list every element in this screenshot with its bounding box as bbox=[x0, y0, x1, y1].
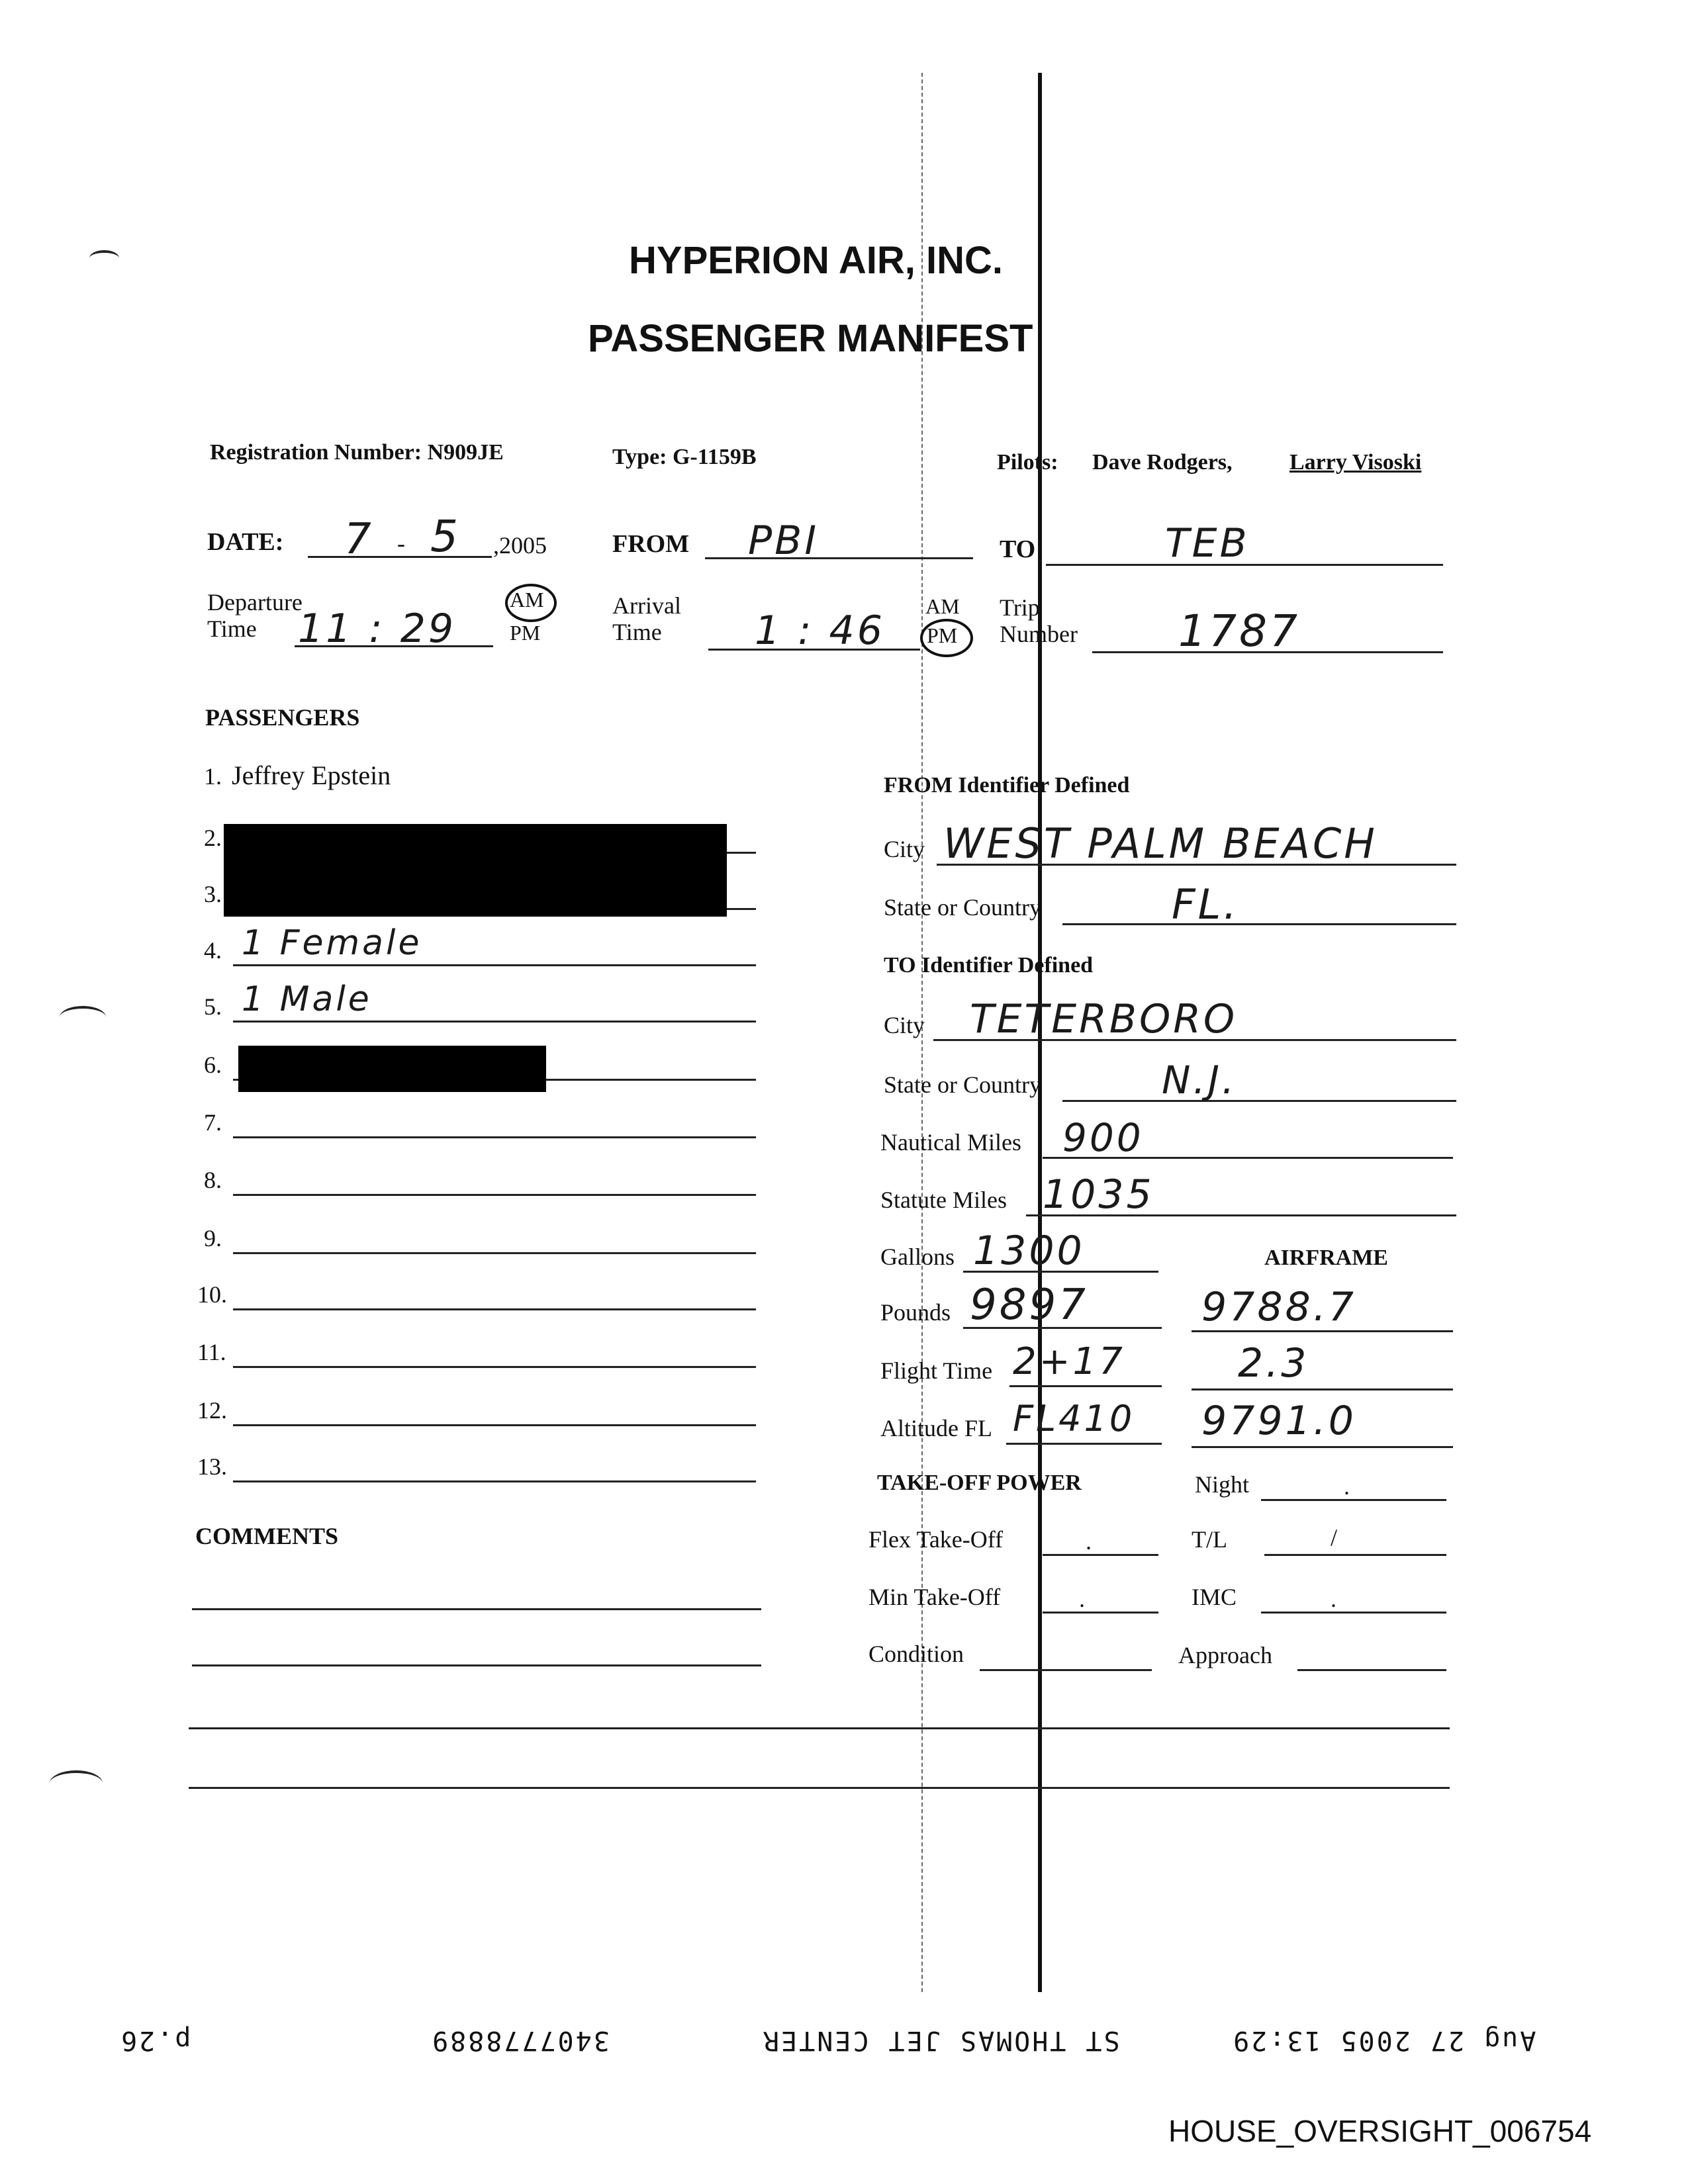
to-state-value: N.J. bbox=[1162, 1058, 1237, 1103]
from-city-label: City bbox=[884, 836, 925, 862]
passengers-heading: PASSENGERS bbox=[205, 704, 360, 731]
date-label: DATE: bbox=[207, 528, 284, 556]
date-day: 5 bbox=[430, 511, 461, 562]
tl-value: / bbox=[1331, 1524, 1338, 1551]
tl-line bbox=[1264, 1554, 1446, 1556]
comment-line bbox=[189, 1727, 1450, 1729]
arrival-time: 1 : 46 bbox=[755, 608, 885, 654]
date-year: ,2005 bbox=[493, 532, 547, 559]
arrival-am: AM bbox=[925, 594, 960, 618]
min-takeoff-label: Min Take-Off bbox=[868, 1584, 1001, 1610]
date-month: 7 bbox=[344, 515, 374, 564]
type-value: G-1159B bbox=[672, 445, 757, 469]
to-identifier-heading: TO Identifier Defined bbox=[884, 953, 1094, 978]
approach-line bbox=[1297, 1669, 1446, 1671]
to-city-value: TETERBORO bbox=[970, 996, 1238, 1042]
from-state-value: FL. bbox=[1172, 880, 1239, 929]
from-value: PBI bbox=[748, 518, 820, 564]
passenger-line bbox=[233, 1308, 756, 1310]
passenger-number: 13. bbox=[197, 1453, 227, 1480]
fax-phone: 3407778889 bbox=[430, 2025, 610, 2056]
from-state-line bbox=[1062, 923, 1456, 925]
departure-pm: PM bbox=[510, 621, 541, 645]
altitude-label: Altitude FL bbox=[880, 1415, 992, 1441]
altitude-airframe-line bbox=[1192, 1446, 1453, 1448]
approach-label: Approach bbox=[1178, 1642, 1272, 1668]
flight-time-value: 2+17 bbox=[1013, 1340, 1125, 1383]
arrival-pm: PM bbox=[927, 623, 958, 647]
to-city-label: City bbox=[884, 1012, 925, 1038]
passenger-number: 3. bbox=[204, 881, 222, 907]
passenger-number: 5. bbox=[204, 993, 222, 1020]
pounds-label: Pounds bbox=[880, 1299, 951, 1326]
type-label: Type: G-1159B bbox=[612, 445, 757, 469]
to-state-line bbox=[1062, 1100, 1456, 1102]
passenger-line bbox=[233, 964, 756, 966]
passenger-name: 1 Female bbox=[242, 923, 422, 963]
fax-datetime: Aug 27 2005 13:29 bbox=[1231, 2025, 1536, 2056]
from-city-value: WEST PALM BEACH bbox=[943, 819, 1378, 868]
arrival-label: Arrival Time bbox=[612, 592, 681, 645]
condition-label: Condition bbox=[868, 1641, 964, 1667]
comments-heading: COMMENTS bbox=[195, 1523, 338, 1549]
gallons-label: Gallons bbox=[880, 1244, 955, 1270]
pilot-second: Larry Visoski bbox=[1289, 450, 1422, 475]
departure-label: Departure Time bbox=[207, 589, 303, 642]
comment-line bbox=[192, 1608, 761, 1610]
night-value: . bbox=[1344, 1473, 1350, 1500]
comment-line bbox=[189, 1787, 1450, 1789]
passenger-number: 10. bbox=[197, 1281, 227, 1308]
passenger-line bbox=[233, 1252, 756, 1254]
registration-value: N909JE bbox=[427, 440, 504, 465]
passenger-line bbox=[233, 1194, 756, 1196]
airframe-heading: AIRFRAME bbox=[1264, 1246, 1388, 1270]
passenger-number: 6. bbox=[204, 1052, 222, 1078]
condition-line bbox=[980, 1669, 1152, 1671]
flight-time-airframe-line bbox=[1192, 1388, 1453, 1390]
from-label: FROM bbox=[612, 530, 690, 558]
redaction-box bbox=[238, 1046, 546, 1092]
passenger-number: 8. bbox=[204, 1167, 222, 1193]
fax-page: p.26 bbox=[119, 2025, 191, 2056]
from-identifier-heading: FROM Identifier Defined bbox=[884, 773, 1130, 797]
min-takeoff-value: . bbox=[1079, 1586, 1085, 1612]
altitude-value: FL410 bbox=[1013, 1398, 1135, 1439]
passenger-line bbox=[233, 1136, 756, 1138]
bates-number: HOUSE_OVERSIGHT_006754 bbox=[1168, 2114, 1592, 2148]
scan-mark bbox=[89, 250, 119, 266]
tl-label: T/L bbox=[1192, 1526, 1227, 1553]
gallons-value: 1300 bbox=[973, 1228, 1085, 1274]
redaction-box bbox=[224, 824, 727, 917]
scan-mark bbox=[50, 1770, 103, 1796]
passenger-number: 7. bbox=[204, 1109, 222, 1136]
scan-mark bbox=[60, 1006, 106, 1028]
passenger-line bbox=[233, 1480, 756, 1482]
flex-takeoff-value: . bbox=[1086, 1528, 1092, 1555]
night-label: Night bbox=[1195, 1471, 1250, 1498]
passenger-number: 11. bbox=[197, 1339, 226, 1365]
comment-line bbox=[192, 1664, 761, 1666]
passenger-number: 2. bbox=[204, 825, 222, 851]
imc-value: . bbox=[1331, 1586, 1336, 1612]
passenger-name: Jeffrey Epstein bbox=[232, 760, 391, 790]
to-state-label: State or Country bbox=[884, 1071, 1041, 1098]
flight-time-line bbox=[1009, 1385, 1162, 1387]
departure-time: 11 : 29 bbox=[298, 606, 457, 652]
from-line bbox=[705, 557, 973, 559]
passenger-number: 9. bbox=[204, 1225, 222, 1251]
pilots-label: Pilots: bbox=[997, 450, 1058, 475]
imc-label: IMC bbox=[1192, 1584, 1237, 1610]
flex-takeoff-line bbox=[1043, 1554, 1158, 1556]
passenger-line bbox=[233, 1424, 756, 1426]
nautical-miles-label: Nautical Miles bbox=[880, 1129, 1021, 1156]
passenger-name: 1 Male bbox=[242, 979, 372, 1019]
altitude-line bbox=[1006, 1443, 1162, 1445]
pounds-airframe-value: 9788.7 bbox=[1201, 1284, 1356, 1330]
trip-label: Trip Number bbox=[1000, 594, 1078, 647]
passenger-number: 4. bbox=[204, 937, 222, 964]
to-label: TO bbox=[1000, 535, 1036, 563]
flex-takeoff-label: Flex Take-Off bbox=[868, 1526, 1004, 1553]
flight-time-label: Flight Time bbox=[880, 1357, 993, 1384]
min-takeoff-line bbox=[1043, 1612, 1158, 1614]
passenger-number: 1. bbox=[204, 763, 222, 790]
date-dash: - bbox=[397, 530, 405, 557]
pounds-value: 9897 bbox=[970, 1281, 1088, 1330]
from-state-label: State or Country bbox=[884, 894, 1041, 921]
to-value: TEB bbox=[1165, 520, 1250, 567]
statute-miles-label: Statute Miles bbox=[880, 1187, 1007, 1213]
pounds-airframe-line bbox=[1192, 1330, 1453, 1332]
nautical-miles-value: 900 bbox=[1062, 1115, 1144, 1160]
registration-label: Registration Number: N909JE bbox=[210, 440, 504, 465]
flight-time-airframe-value: 2.3 bbox=[1238, 1340, 1309, 1387]
pilots-names: Dave Rodgers, bbox=[1092, 450, 1233, 475]
trip-number: 1787 bbox=[1178, 606, 1300, 657]
passenger-number: 12. bbox=[197, 1397, 227, 1424]
imc-line bbox=[1261, 1612, 1446, 1614]
passenger-line bbox=[233, 1021, 756, 1023]
night-line bbox=[1261, 1499, 1446, 1501]
fax-sender: ST THOMAS JET CENTER bbox=[761, 2025, 1120, 2056]
departure-am: AM bbox=[510, 588, 544, 612]
company-name: HYPERION AIR, INC. bbox=[629, 239, 1004, 282]
form-title: PASSENGER MANIFEST bbox=[588, 317, 1033, 360]
takeoff-power-heading: TAKE-OFF POWER bbox=[877, 1471, 1082, 1495]
statute-miles-value: 1035 bbox=[1043, 1171, 1154, 1218]
passenger-line bbox=[233, 1366, 756, 1368]
altitude-airframe-value: 9791.0 bbox=[1201, 1398, 1356, 1444]
